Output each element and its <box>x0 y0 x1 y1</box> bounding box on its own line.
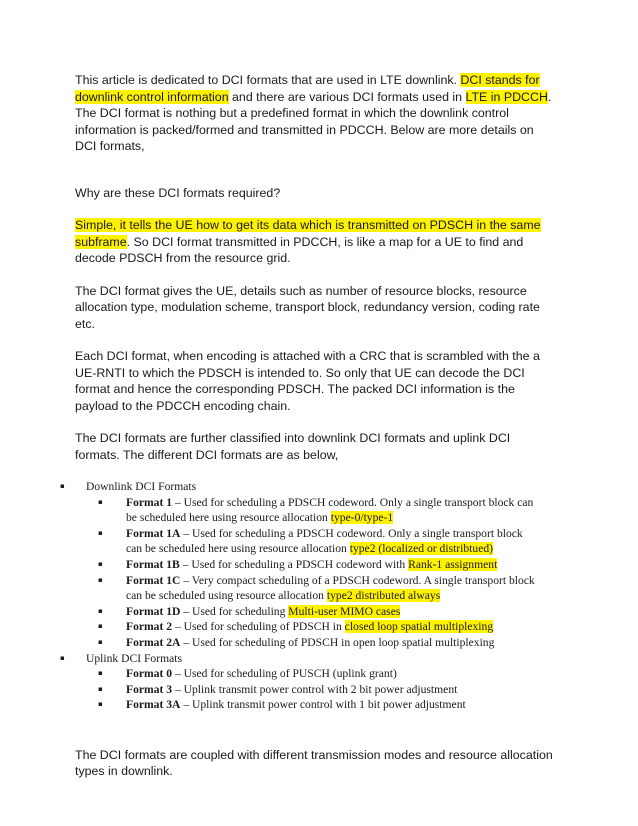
format-description: – Used for scheduling <box>180 604 289 618</box>
coupled-paragraph: The DCI formats are coupled with different transmission modes and resource allocation types in downlink. <box>75 747 553 779</box>
format-name: Format 1 <box>126 495 173 509</box>
square-bullet-icon: ▪ <box>98 637 103 646</box>
format-description: – Used for scheduling a PDSCH codeword. Only a single transport block can be scheduled here using resource allocation <box>126 526 523 556</box>
square-bullet-icon: ▪ <box>98 559 103 568</box>
format-name: Format 1C <box>126 573 181 587</box>
intro-text: . The DCI format is nothing but a predefined format in which the downlink control information is packed/formed and transmitted in PDCCH. Below are more details on DCI formats, <box>75 89 552 153</box>
format-description: – Used for scheduling a PDSCH codeword. Only a single transport block can be scheduled here using resource allocation <box>126 495 534 525</box>
format-highlight: type-0/type-1 <box>330 511 394 525</box>
question-paragraph: Why are these DCI formats required? <box>75 185 281 200</box>
document-page <box>60 72 555 780</box>
list-item <box>86 495 540 526</box>
square-bullet-icon: ▪ <box>98 528 103 537</box>
format-name: Format 0 <box>126 667 173 681</box>
list-item-downlink <box>60 479 540 651</box>
format-highlight: type2 distributed always <box>326 589 441 603</box>
format-description: – Uplink transmit power control with 2 bit power adjustment <box>172 682 458 696</box>
uplink-title: Uplink DCI Formats <box>86 651 182 665</box>
format-description: – Very compact scheduling of a PDSCH codeword. A single transport block can be scheduled using resource allocation <box>126 573 535 603</box>
classified-paragraph: The DCI formats are further classified into downlink DCI formats and uplink DCI formats. The different DCI formats are as below, <box>75 431 511 462</box>
highlight-lte-pdcch: LTE in PDCCH <box>465 89 548 104</box>
downlink-title: Downlink DCI Formats <box>86 480 197 493</box>
format-name: Format 3A <box>126 698 181 712</box>
format-description: – Used for scheduling of PDSCH in open loop spatial multiplexing <box>180 635 495 649</box>
square-bullet-icon: ▪ <box>98 669 103 678</box>
list-item <box>86 573 540 604</box>
gives-paragraph: The DCI format gives the UE, details such as number of resource blocks, resource allocation type, modulation scheme, transport block, redundancy version, coding rate etc. <box>75 283 540 331</box>
format-name: Format 1D <box>126 604 181 618</box>
format-highlight: Rank-1 assignment <box>408 557 498 571</box>
format-description: – Uplink transmit power control with 1 bit power adjustment <box>180 698 466 712</box>
format-name: Format 3 <box>126 682 173 696</box>
square-bullet-icon: ▪ <box>60 653 65 662</box>
square-bullet-icon: ▪ <box>98 700 103 709</box>
list-item-uplink <box>60 651 540 713</box>
crc-paragraph: Each DCI format, when encoding is attached with a CRC that is scrambled with the a UE-RNTI to which the PDSCH is intended to. So only that UE can decode the DCI format and hence the corresponding PDSCH. The packed DCI information is the payload to the PDCCH encoding chain. <box>75 349 540 413</box>
format-name: Format 2 <box>126 620 173 634</box>
intro-paragraph <box>75 72 555 155</box>
square-bullet-icon: ▪ <box>98 684 103 693</box>
answer-text: . So DCI format transmitted in PDCCH, is like a map for a UE to find and decode PDSCH from the resource grid. <box>75 234 524 265</box>
highlight-answer: Simple, it tells the UE how to get its data which is transmitted on PDSCH in the same subframe <box>75 218 541 249</box>
list-item <box>86 604 540 620</box>
format-highlight: type2 (localized or distribtued) <box>349 542 493 556</box>
list-item <box>86 635 540 651</box>
square-bullet-icon: ▪ <box>98 575 103 584</box>
square-bullet-icon: ▪ <box>60 482 65 490</box>
format-highlight: closed loop spatial multiplexing <box>344 620 494 634</box>
answer-paragraph <box>75 217 555 267</box>
square-bullet-icon: ▪ <box>98 622 103 631</box>
list-item <box>86 619 540 635</box>
highlight-dci-definition: DCI stands for downlink control information <box>75 73 540 104</box>
format-name: Format 1B <box>126 557 180 571</box>
format-description: – Used for scheduling of PDSCH in <box>172 620 345 634</box>
list-item <box>86 666 540 682</box>
dci-format-list <box>60 479 540 713</box>
list-item <box>86 697 540 713</box>
uplink-sublist <box>86 666 540 713</box>
list-item <box>86 526 540 557</box>
square-bullet-icon: ▪ <box>98 606 103 615</box>
square-bullet-icon: ▪ <box>98 497 103 506</box>
list-item <box>86 682 540 698</box>
format-highlight: Multi-user MIMO cases <box>288 604 401 618</box>
format-name: Format 2A <box>126 635 181 649</box>
list-item <box>86 557 540 573</box>
intro-text: This article is dedicated to DCI formats that are used in LTE downlink. <box>75 73 461 87</box>
intro-text: and there are various DCI formats used in <box>228 89 466 104</box>
format-name: Format 1A <box>126 526 181 540</box>
format-description: – Used for scheduling a PDSCH codeword with <box>179 557 409 571</box>
format-description: – Used for scheduling of PUSCH (uplink grant) <box>172 667 397 681</box>
downlink-sublist <box>86 495 540 651</box>
